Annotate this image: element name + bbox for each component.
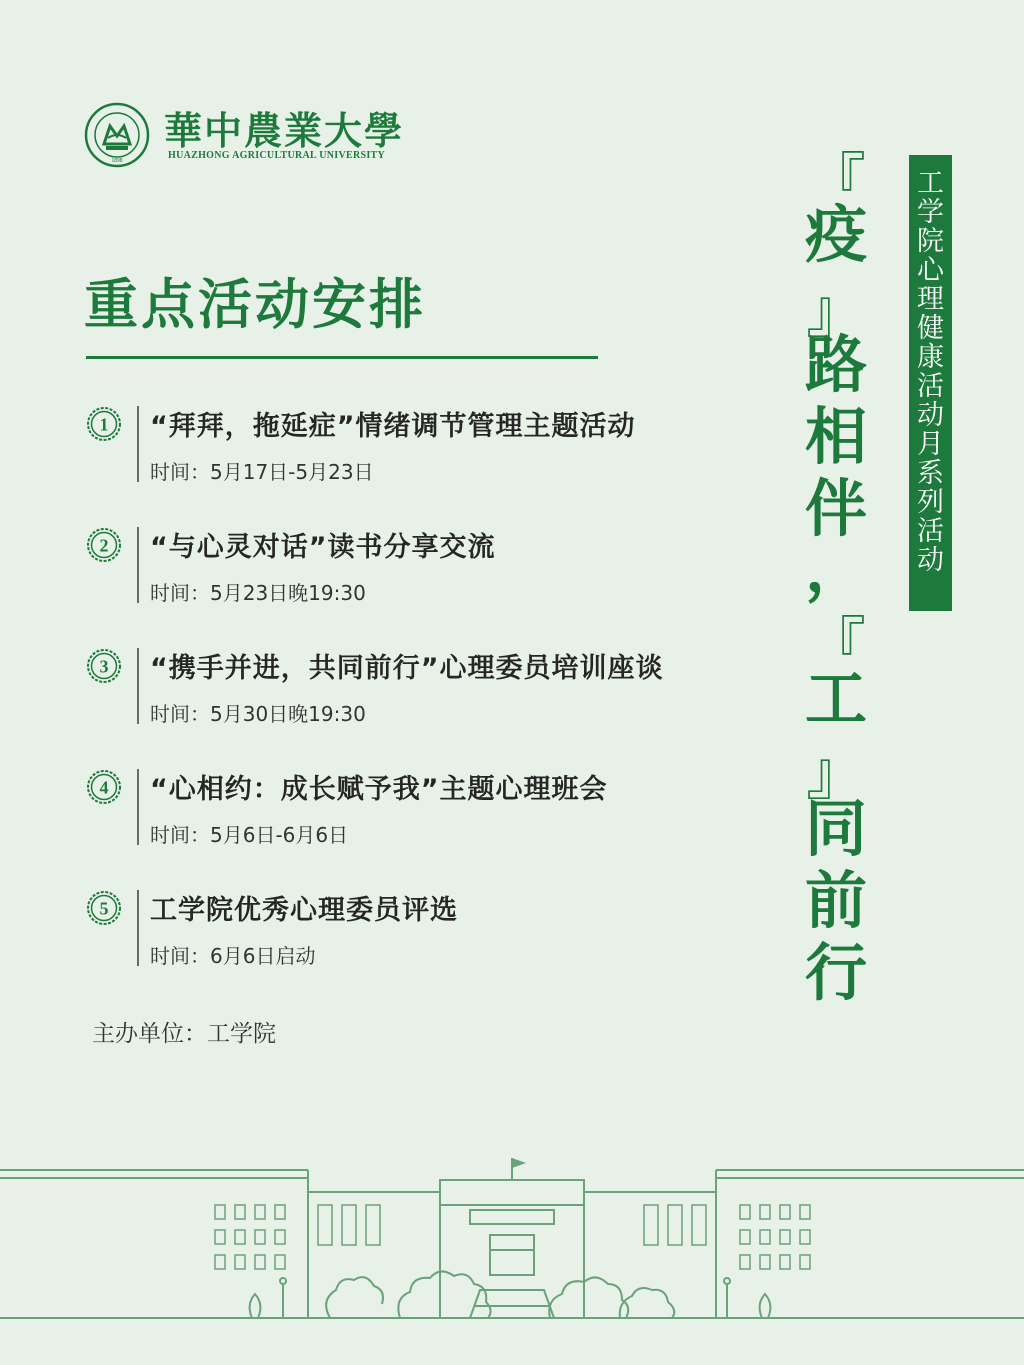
item-divider [137, 406, 139, 482]
slogan-char: 行 [804, 936, 867, 1009]
slogan-char: 伴 [804, 472, 867, 545]
item-divider [137, 769, 139, 845]
university-logo [84, 96, 405, 176]
number-badge-icon [86, 648, 122, 684]
activity-time: 时间：5月30日晚19:30 [150, 702, 366, 726]
subtitle-banner [909, 155, 952, 611]
slogan-char: 前 [804, 864, 867, 937]
slogan-comma: ， [804, 532, 867, 605]
number-badge-icon [86, 890, 122, 926]
slogan-bracket-close: 』 [806, 739, 866, 809]
activity-item [86, 888, 786, 988]
activity-item [86, 646, 786, 746]
item-divider [137, 890, 139, 966]
subtitle-text: 工学院心理健康活动月系列活动 [917, 168, 944, 576]
university-name-chinese: 華中農業大學 [164, 108, 405, 153]
activity-title: “拜拜，拖延症”情绪调节管理主题活动 [150, 411, 636, 442]
activity-title: 工学院优秀心理委员评选 [150, 895, 458, 926]
item-divider [137, 527, 139, 603]
number-badge-icon [86, 406, 122, 442]
campus-building-illustration [0, 1150, 1024, 1330]
page-heading: 重点活动安排 [84, 273, 426, 336]
activity-title: “与心灵对话”读书分享交流 [150, 532, 496, 563]
svg-text:1: 1 [99, 414, 109, 435]
university-name-english: HUAZHONG AGRICULTURAL UNIVERSITY [168, 150, 386, 161]
activity-time: 时间：6月6日启动 [150, 944, 316, 968]
number-badge-icon [86, 769, 122, 805]
slogan-char: 路 [804, 328, 867, 401]
activity-time: 时间：5月17日-5月23日 [150, 460, 374, 484]
slogan-bracket-close: 』 [806, 277, 866, 347]
svg-text:2: 2 [99, 535, 109, 556]
activity-title: “心相约：成长赋予我”主题心理班会 [150, 774, 608, 805]
slogan-char: 相 [804, 400, 867, 473]
slogan-char: 同 [804, 792, 867, 865]
slogan-char: 工 [804, 662, 867, 735]
university-seal-icon [84, 102, 150, 168]
organizer-text: 主办单位：工学院 [92, 1021, 276, 1047]
activity-time: 时间：5月6日-6月6日 [150, 823, 349, 847]
activity-title: “携手并进，共同前行”心理委员培训座谈 [150, 653, 664, 684]
activity-item [86, 525, 786, 625]
slogan-bracket-open: 『 [806, 147, 866, 217]
activity-time: 时间：5月23日晚19:30 [150, 581, 366, 605]
item-divider [137, 648, 139, 724]
activity-item [86, 767, 786, 867]
slogan-bracket-open: 『 [806, 611, 866, 681]
svg-text:3: 3 [99, 656, 109, 677]
number-badge-icon [86, 527, 122, 563]
slogan-char: 疫 [804, 198, 867, 271]
heading-underline [86, 356, 598, 359]
svg-text:5: 5 [99, 898, 109, 919]
vertical-slogan [796, 147, 876, 1014]
svg-text:1898: 1898 [111, 158, 123, 164]
activity-item [86, 404, 786, 504]
svg-text:4: 4 [99, 777, 109, 798]
